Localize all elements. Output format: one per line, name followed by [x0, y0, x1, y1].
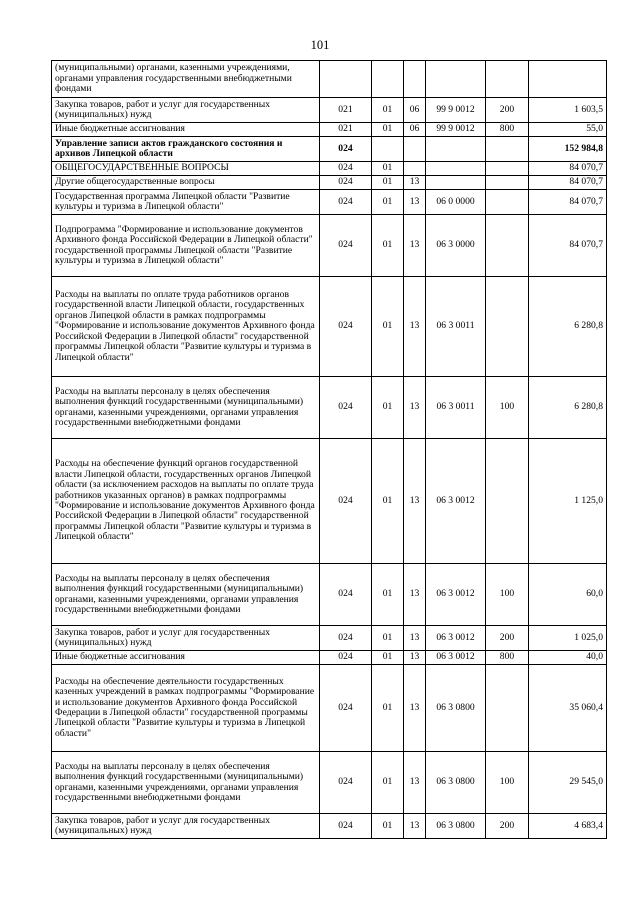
department-code-cell: 024 — [320, 626, 372, 651]
target-article-cell — [426, 176, 486, 190]
expense-type-cell — [486, 665, 529, 752]
target-article-cell: 06 3 0011 — [426, 277, 486, 377]
table-row — [52, 176, 607, 190]
target-article-cell: 99 9 0012 — [426, 123, 486, 137]
item-name-cell: Расходы на обеспечение деятельности государственных казенных учреждений в рамках подпрограммы "Формирование и использование документов Архивного фонда Российской Федерации в Липецкой области" государственной программы Липецкой области "Развитие культуры и туризма в Липецкой области" — [52, 665, 320, 752]
expense-type-cell — [486, 215, 529, 277]
department-code-cell: 024 — [320, 176, 372, 190]
subsection-code-cell: 13 — [404, 626, 426, 651]
subsection-code-cell: 13 — [404, 651, 426, 665]
table-row — [52, 564, 607, 626]
amount-cell: 55,0 — [529, 123, 607, 137]
item-name-cell: Расходы на выплаты персоналу в целях обеспечения выполнения функций государственными (муниципальными) органами, казенными учреждениями, органами управления государственными внебюджетными фондами — [52, 752, 320, 814]
expense-type-cell: 100 — [486, 564, 529, 626]
section-code-cell — [372, 137, 404, 162]
section-code-cell: 01 — [372, 162, 404, 176]
section-code-cell: 01 — [372, 651, 404, 665]
table-row — [52, 190, 607, 215]
amount-cell: 35 060,4 — [529, 665, 607, 752]
subsection-code-cell — [404, 61, 426, 98]
subsection-code-cell — [404, 137, 426, 162]
section-code-cell: 01 — [372, 626, 404, 651]
table-row — [52, 123, 607, 137]
item-name-cell: Государственная программа Липецкой области "Развитие культуры и туризма в Липецкой области" — [52, 190, 320, 215]
expense-type-cell — [486, 162, 529, 176]
item-name-cell: Закупка товаров, работ и услуг для государственных (муниципальных) нужд — [52, 626, 320, 651]
section-code-cell — [372, 61, 404, 98]
subsection-code-cell: 13 — [404, 277, 426, 377]
target-article-cell: 99 9 0012 — [426, 98, 486, 123]
target-article-cell: 06 3 0012 — [426, 651, 486, 665]
amount-cell: 40,0 — [529, 651, 607, 665]
expense-type-cell: 200 — [486, 626, 529, 651]
target-article-cell — [426, 61, 486, 98]
expense-type-cell: 100 — [486, 752, 529, 814]
amount-cell: 6 280,8 — [529, 277, 607, 377]
subsection-code-cell — [404, 162, 426, 176]
table-row — [52, 98, 607, 123]
table-row — [52, 651, 607, 665]
table-row — [52, 137, 607, 162]
subsection-code-cell: 06 — [404, 98, 426, 123]
table-row — [52, 277, 607, 377]
expense-type-cell — [486, 277, 529, 377]
target-article-cell: 06 3 0800 — [426, 665, 486, 752]
department-code-cell: 024 — [320, 215, 372, 277]
department-code-cell: 024 — [320, 752, 372, 814]
target-article-cell: 06 3 0012 — [426, 626, 486, 651]
department-code-cell: 024 — [320, 814, 372, 839]
table-row — [52, 814, 607, 839]
amount-cell: 6 280,8 — [529, 377, 607, 439]
amount-cell: 60,0 — [529, 564, 607, 626]
table-row — [52, 61, 607, 98]
department-code-cell: 024 — [320, 190, 372, 215]
amount-cell: 84 070,7 — [529, 215, 607, 277]
target-article-cell: 06 3 0012 — [426, 439, 486, 564]
expense-type-cell: 200 — [486, 98, 529, 123]
amount-cell: 29 545,0 — [529, 752, 607, 814]
section-code-cell: 01 — [372, 665, 404, 752]
amount-cell: 1 125,0 — [529, 439, 607, 564]
department-code-cell: 024 — [320, 665, 372, 752]
subsection-code-cell: 13 — [404, 377, 426, 439]
table-row — [52, 626, 607, 651]
expense-type-cell — [486, 61, 529, 98]
budget-table — [51, 60, 607, 839]
section-code-cell: 01 — [372, 752, 404, 814]
item-name-cell: Подпрограмма "Формирование и использование документов Архивного фонда Российской Федерации в Липецкой области" государственной программы Липецкой области "Развитие культуры и туризма в Липецкой области" — [52, 215, 320, 277]
section-code-cell: 01 — [372, 176, 404, 190]
department-code-cell: 024 — [320, 277, 372, 377]
target-article-cell: 06 0 0000 — [426, 190, 486, 215]
department-code-cell: 024 — [320, 377, 372, 439]
amount-cell: 152 984,8 — [529, 137, 607, 162]
expense-type-cell — [486, 137, 529, 162]
item-name-cell: ОБЩЕГОСУДАРСТВЕННЫЕ ВОПРОСЫ — [52, 162, 320, 176]
department-code-cell: 024 — [320, 651, 372, 665]
section-code-cell: 01 — [372, 190, 404, 215]
expense-type-cell: 800 — [486, 651, 529, 665]
amount-cell: 4 683,4 — [529, 814, 607, 839]
target-article-cell: 06 3 0012 — [426, 564, 486, 626]
section-code-cell: 01 — [372, 98, 404, 123]
department-code-cell — [320, 61, 372, 98]
table-row — [52, 215, 607, 277]
target-article-cell: 06 3 0800 — [426, 752, 486, 814]
item-name-cell: Закупка товаров, работ и услуг для государственных (муниципальных) нужд — [52, 98, 320, 123]
department-code-cell: 024 — [320, 137, 372, 162]
item-name-cell: (муниципальными) органами, казенными учреждениями, органами управления государственными внебюджетными фондами — [52, 61, 320, 98]
section-code-cell: 01 — [372, 814, 404, 839]
expense-type-cell: 200 — [486, 814, 529, 839]
section-code-cell: 01 — [372, 377, 404, 439]
department-code-cell: 021 — [320, 98, 372, 123]
item-name-cell: Расходы на обеспечение функций органов государственной власти Липецкой области, государственных органов Липецкой области (за исключением расходов на выплаты по оплате труда работников указанных органов) в рамках подпрограммы "Формирование и использование документов Архивного фонда Российской Федерации в Липецкой области" государственной программы Липецкой области "Развитие культуры и туризма в Липецкой области" — [52, 439, 320, 564]
section-code-cell: 01 — [372, 215, 404, 277]
item-name-cell: Иные бюджетные ассигнования — [52, 123, 320, 137]
table-row — [52, 377, 607, 439]
department-code-cell: 024 — [320, 439, 372, 564]
expense-type-cell: 100 — [486, 377, 529, 439]
page-number: 101 — [310, 38, 330, 52]
amount-cell: 84 070,7 — [529, 190, 607, 215]
target-article-cell — [426, 137, 486, 162]
table-row — [52, 665, 607, 752]
item-name-cell: Расходы на выплаты персоналу в целях обеспечения выполнения функций государственными (муниципальными) органами, казенными учреждениями, органами управления государственными внебюджетными фондами — [52, 564, 320, 626]
section-code-cell: 01 — [372, 564, 404, 626]
subsection-code-cell: 13 — [404, 814, 426, 839]
item-name-cell: Управление записи актов гражданского состояния и архивов Липецкой области — [52, 137, 320, 162]
subsection-code-cell: 13 — [404, 215, 426, 277]
section-code-cell: 01 — [372, 277, 404, 377]
item-name-cell: Закупка товаров, работ и услуг для государственных (муниципальных) нужд — [52, 814, 320, 839]
subsection-code-cell: 06 — [404, 123, 426, 137]
table-row — [52, 439, 607, 564]
section-code-cell: 01 — [372, 123, 404, 137]
expense-type-cell — [486, 190, 529, 215]
subsection-code-cell: 13 — [404, 176, 426, 190]
expense-type-cell: 800 — [486, 123, 529, 137]
amount-cell — [529, 61, 607, 98]
amount-cell: 1 603,5 — [529, 98, 607, 123]
amount-cell: 1 025,0 — [529, 626, 607, 651]
subsection-code-cell: 13 — [404, 190, 426, 215]
expense-type-cell — [486, 176, 529, 190]
expense-type-cell — [486, 439, 529, 564]
section-code-cell: 01 — [372, 439, 404, 564]
subsection-code-cell: 13 — [404, 665, 426, 752]
target-article-cell — [426, 162, 486, 176]
department-code-cell: 024 — [320, 564, 372, 626]
target-article-cell: 06 3 0800 — [426, 814, 486, 839]
department-code-cell: 021 — [320, 123, 372, 137]
amount-cell: 84 070,7 — [529, 162, 607, 176]
subsection-code-cell: 13 — [404, 439, 426, 564]
subsection-code-cell: 13 — [404, 564, 426, 626]
item-name-cell: Расходы на выплаты персоналу в целях обеспечения выполнения функций государственными (муниципальными) органами, казенными учреждениями, органами управления государственными внебюджетными фондами — [52, 377, 320, 439]
department-code-cell: 024 — [320, 162, 372, 176]
table-row — [52, 162, 607, 176]
target-article-cell: 06 3 0000 — [426, 215, 486, 277]
item-name-cell: Другие общегосударственные вопросы — [52, 176, 320, 190]
target-article-cell: 06 3 0011 — [426, 377, 486, 439]
item-name-cell: Иные бюджетные ассигнования — [52, 651, 320, 665]
table-body — [52, 61, 607, 839]
table-row — [52, 752, 607, 814]
amount-cell: 84 070,7 — [529, 176, 607, 190]
item-name-cell: Расходы на выплаты по оплате труда работников органов государственной власти Липецкой области, государственных органов Липецкой области в рамках подпрограммы "Формирование и использование документов Архивного фонда Российской Федерации в Липецкой области" государственной программы Липецкой области "Развитие культуры и туризма в Липецкой области" — [52, 277, 320, 377]
subsection-code-cell: 13 — [404, 752, 426, 814]
